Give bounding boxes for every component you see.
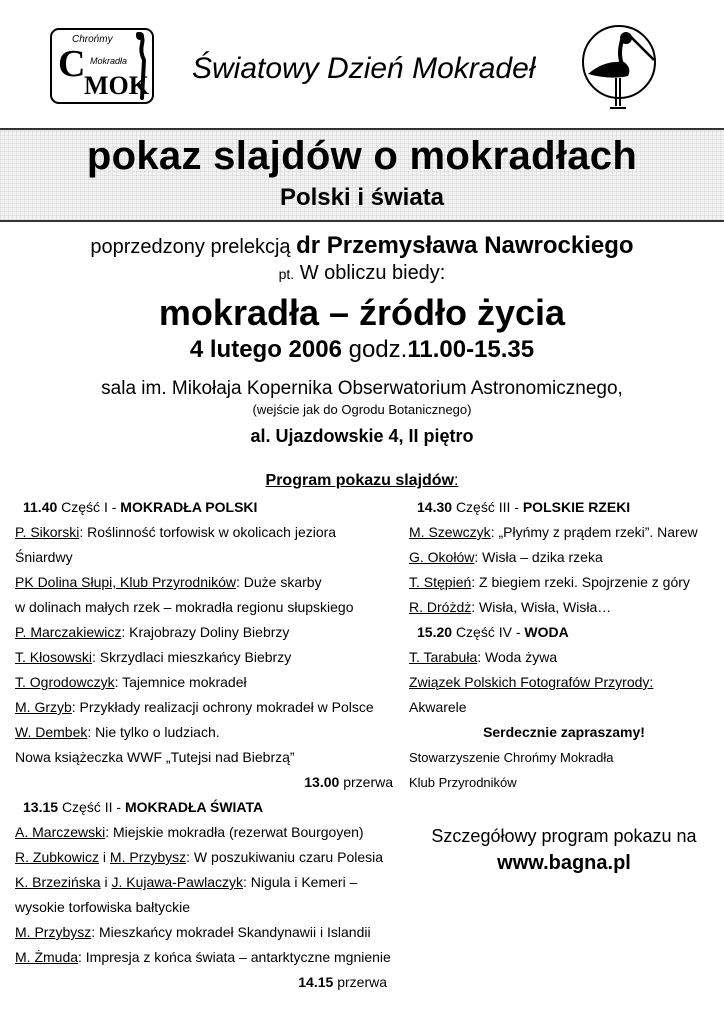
program-item (409, 520, 719, 545)
venue-address: al. Ujazdowskie 4, II piętro (250, 426, 474, 446)
item-author: M. Żmuda (15, 949, 79, 965)
item-title: : Roślinność torfowisk w okolicach jeziora (79, 524, 337, 540)
item-title: : Wisła – dzika rzeka (474, 549, 603, 565)
items-part4 (409, 645, 719, 720)
venue-note: (wejście jak do Ogrodu Botanicznego) (252, 402, 472, 417)
item-conjunction: i (99, 849, 110, 865)
part-label: Część I - (61, 499, 117, 515)
program-item (15, 745, 395, 770)
break-row (15, 770, 395, 795)
program-item (409, 645, 719, 670)
item-title: : Impresja z końca świata – antarktyczne mgnienie (78, 949, 391, 965)
item-title: : Przykłady realizacji ochrony mokradeł w Polsce (71, 699, 374, 715)
item-author: PK Dolina Słupi, Klub Przyrodników (15, 574, 236, 590)
event-date (0, 336, 724, 364)
program-item (15, 895, 395, 920)
part-name: MOKRADŁA ŚWIATA (124, 799, 264, 815)
godz-label: godz. (348, 336, 408, 363)
item-author: J. Kujawa-Pawlaczyk (111, 874, 243, 890)
items-part1 (15, 520, 395, 770)
program-right-column (409, 495, 719, 795)
item-title: : W poszukiwaniu czaru Polesia (186, 849, 384, 865)
item-author: T. Ogrodowczyk (15, 674, 115, 690)
item-title: : Woda żywa (477, 649, 558, 665)
organizer-2: Klub Przyrodników (409, 775, 517, 790)
items-part2 (15, 820, 395, 970)
item-title: : Duże skarby (236, 574, 322, 590)
svg-text:C: C (58, 43, 86, 85)
item-author: P. Sikorski (15, 524, 80, 540)
item-title: w dolinach małych rzek – mokradła regionu słupskiego (15, 599, 354, 615)
program-item (15, 645, 395, 670)
program-item (15, 845, 395, 870)
program-item (15, 570, 395, 595)
break-time: 14.15 (298, 974, 334, 990)
program-left-column (15, 495, 395, 995)
item-author: T. Tarabuła (409, 649, 478, 665)
item-title: : Nie tylko o ludziach. (87, 724, 220, 740)
item-title: : Nigula i Kemeri – (242, 874, 358, 890)
program-item (15, 670, 395, 695)
item-author: M. Przybysz (109, 849, 187, 865)
break-time: 13.00 (304, 774, 340, 790)
hours-value: 11.00-15.35 (407, 336, 535, 363)
program-heading-colon: : (454, 472, 459, 489)
item-title: : Wisła, Wisła, Wisła… (471, 599, 612, 615)
program-heading (0, 472, 724, 490)
item-author: K. Brzezińska (15, 874, 101, 890)
part-label: Część II - (61, 799, 122, 815)
item-title: : Skrzydlaci mieszkańcy Biebrzy (92, 649, 292, 665)
break-row (15, 970, 395, 995)
program-item (15, 595, 395, 620)
part-header (15, 495, 395, 520)
item-title: Nowa książeczka WWF „Tutejsi nad Biebrzą” (15, 749, 295, 765)
part-header (15, 795, 395, 820)
item-author: Związek Polskich Fotografów Przyrody: (409, 674, 654, 690)
item-author: T. Stępień (409, 574, 472, 590)
talk-title: mokradła – źródło życia (158, 292, 566, 333)
item-author: G. Okołów (409, 549, 475, 565)
program-item (15, 695, 395, 720)
part-time: 13.15 (23, 799, 59, 815)
item-title: : Miejskie mokradła (rezerwat Bourgoyen) (105, 824, 364, 840)
item-author: W. Dembek (15, 724, 88, 740)
item-author: P. Marczakiewicz (15, 624, 122, 640)
speaker-name: dr Przemysława Nawrockiego (296, 232, 634, 259)
program-item (15, 520, 395, 545)
date-value: 4 lutego 2006 (189, 336, 342, 363)
program-item (409, 595, 719, 620)
item-conjunction: i (100, 874, 112, 890)
part-label: Część IV - (455, 624, 521, 640)
stork-logo (580, 20, 658, 112)
details-text: Szczegółowy program pokazu na (431, 826, 697, 846)
item-title: wysokie torfowiska bałtyckie (15, 899, 191, 915)
program-item (15, 545, 395, 570)
program-item (409, 695, 719, 720)
svg-text:Chrońmy: Chrońmy (72, 34, 113, 45)
item-title: : Mieszkańcy mokradeł Skandynawii i Islandii (91, 924, 371, 940)
pt-abbrev: pt. (278, 266, 295, 282)
part-time: 14.30 (417, 499, 453, 515)
program-heading-text: Program pokazu slajdów (265, 472, 455, 489)
program-item (15, 720, 395, 745)
svg-text:Mokradła: Mokradła (90, 56, 128, 66)
item-author: R. Zubkowicz (15, 849, 100, 865)
item-author: M. Grzyb (15, 699, 72, 715)
website-link[interactable]: www.bagna.pl (497, 852, 631, 874)
part-time: 11.40 (23, 499, 58, 515)
items-part3 (409, 520, 719, 620)
organizer-1: Stowarzyszenie Chrońmy Mokradła (409, 750, 614, 765)
part-name: MOKRADŁA POLSKI (120, 499, 258, 515)
item-title: Śniardwy (15, 549, 73, 565)
item-author: M. Szewczyk (409, 524, 491, 540)
venue-hall: sala im. Mikołaja Kopernika Obserwatorium Astronomicznego, (101, 378, 623, 399)
item-author: M. Przybysz (15, 924, 92, 940)
part-header (409, 495, 719, 520)
program-item (15, 945, 395, 970)
program-item (15, 620, 395, 645)
break-label: przerwa (343, 774, 393, 790)
item-author: T. Kłosowski (15, 649, 93, 665)
poster-title: pokaz slajdów o mokradłach (86, 134, 638, 178)
item-author: A. Marczewski (15, 824, 106, 840)
svg-text:MOK: MOK (84, 71, 149, 100)
program-item (409, 670, 719, 695)
header-title: Światowy Dzień Mokradeł (192, 52, 536, 85)
cmok-logo (50, 28, 154, 104)
program-item (15, 870, 395, 895)
poster-subtitle: Polski i świata (279, 184, 445, 211)
program-item (15, 820, 395, 845)
program-item (15, 920, 395, 945)
lecture-title-prefix (0, 262, 724, 285)
item-title: : Z biegiem rzeki. Spojrzenie z góry (471, 574, 690, 590)
item-title: : „Płyńmy z prądem rzeki”. Narew (490, 524, 698, 540)
title-prefix-text: W obliczu biedy: (299, 262, 446, 284)
invitation: Serdecznie zapraszamy! (483, 724, 645, 740)
part-name: WODA (524, 624, 569, 640)
lecture-intro (0, 232, 724, 260)
part-header (409, 620, 719, 645)
part-label: Część III - (455, 499, 519, 515)
break-label: przerwa (337, 974, 387, 990)
preceded-by-text: poprzedzony prelekcją (90, 236, 291, 258)
item-title: Akwarele (409, 699, 467, 715)
part-time: 15.20 (417, 624, 453, 640)
item-title: : Krajobrazy Doliny Biebrzy (121, 624, 290, 640)
item-author: R. Dróżdż (409, 599, 472, 615)
item-title: : Tajemnice mokradeł (114, 674, 247, 690)
program-item (409, 545, 719, 570)
program-item (409, 570, 719, 595)
part-name: POLSKIE RZEKI (522, 499, 631, 515)
